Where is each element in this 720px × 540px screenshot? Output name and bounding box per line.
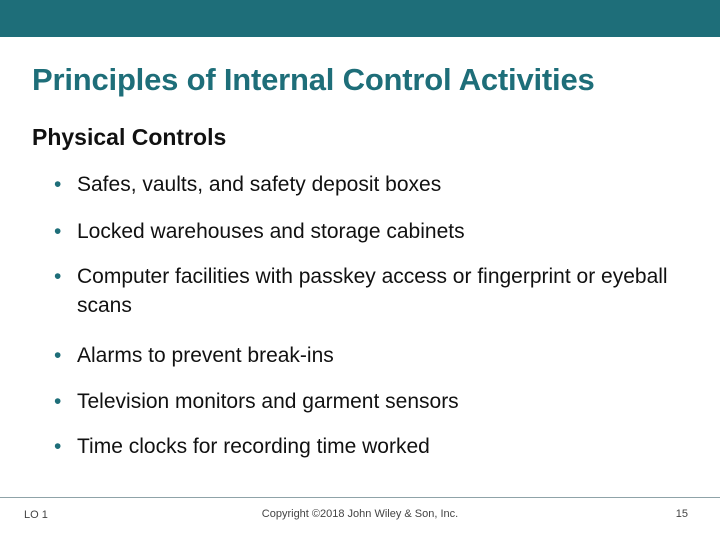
page-number: 15 — [675, 508, 688, 520]
copyright-notice: Copyright ©2018 John Wiley & Son, Inc. — [261, 508, 459, 520]
section-heading: Physical Controls — [32, 124, 227, 150]
bullet-icon: • — [54, 390, 62, 413]
bullet-icon: • — [54, 344, 62, 367]
bullet-icon: • — [54, 265, 62, 288]
bullet-icon: • — [54, 435, 62, 458]
slide-title: Principles of Internal Control Activities — [32, 62, 595, 97]
top-accent-bar — [0, 0, 720, 37]
bullet-text: Safes, vaults, and safety deposit boxes — [77, 173, 442, 196]
bullet-item — [54, 341, 694, 370]
bullet-text: Computer facilities with passkey access or fingerprint or eyeball scans — [77, 265, 668, 317]
bullet-text: Locked warehouses and storage cabinets — [77, 220, 465, 243]
footer-divider — [0, 497, 720, 498]
bullet-icon: • — [54, 220, 62, 243]
bullet-item — [54, 262, 694, 320]
bullet-item — [54, 170, 694, 199]
bullet-icon: • — [54, 173, 62, 196]
bullet-text: Television monitors and garment sensors — [77, 390, 459, 413]
bullet-item — [54, 432, 694, 461]
bullet-item — [54, 217, 694, 246]
bullet-text: Time clocks for recording time worked — [77, 435, 430, 458]
learning-objective-label: LO 1 — [24, 509, 48, 521]
bullet-text: Alarms to prevent break-ins — [77, 344, 334, 367]
bullet-item — [54, 387, 694, 416]
